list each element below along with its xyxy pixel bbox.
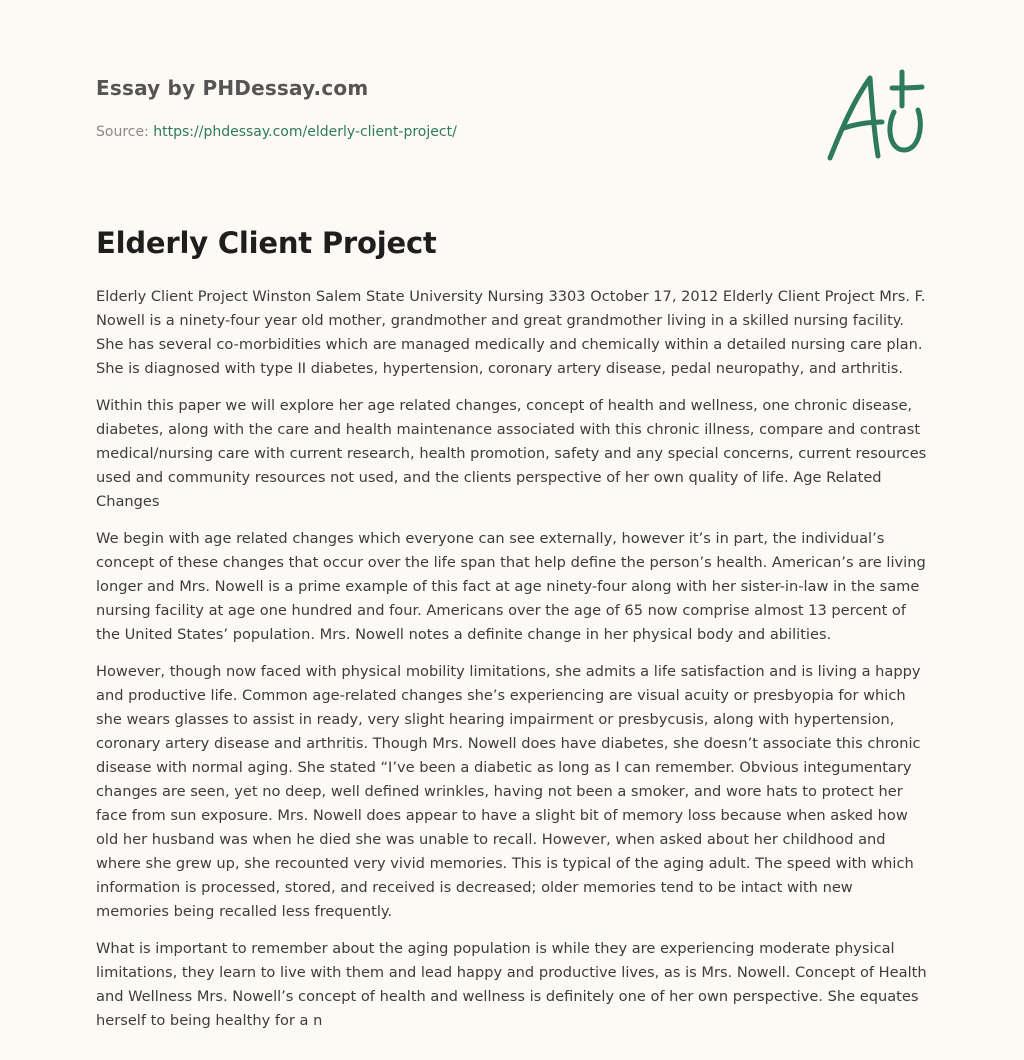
essay-paragraph: Elderly Client Project Winston Salem State University Nursing 3303 October 17, 2012 Elderly Client Project Mrs. F. Nowell is a ninety-four year old mother, grandmother and great grandmother living in a skilled nursing facility. She has several co-morbidities which are managed medically and chemically within a detailed nursing care plan. She is diagnosed with type II diabetes, hypertension, coronary artery disease, pedal neuropathy, and arthritis. [96,288,926,377]
essay-paragraph: Within this paper we will explore her age related changes, concept of health and wellness, one chronic disease, diabetes, along with the care and health maintenance associated with this chronic illness, compare and contrast medical/nursing care with current research, health promotion, safety and any special concerns, current resources used and community resources not used, and the clients perspective of her own quality of life. Age Related Changes [96,397,927,510]
source-line [96,124,457,140]
site-title: Essay by PHDessay.com [96,76,369,100]
a-plus-logo-icon [820,66,930,166]
essay-paragraph: What is important to remember about the aging population is while they are experiencing moderate physical limitations, they learn to live with them and lead happy and productive lives, as is Mrs. Nowell. Concept of Health and Wellness Mrs. Nowell’s concept of health and wellness is definitely one of her own perspective. She equates herself to being healthy for a n [96,940,927,1029]
essay-paragraph: We begin with age related changes which everyone can see externally, however it’s in part, the individual’s concept of these changes that occur over the life span that help define the person’s health. American’s are living longer and Mrs. Nowell is a prime example of this fact at age ninety-four along with her sister-in-law in the same nursing facility at age one hundred and four. Americans over the age of 65 now comprise almost 13 percent of the United States’ population. Mrs. Nowell notes a definite change in her physical body and abilities. [96,530,926,643]
essay-paragraph: However, though now faced with physical mobility limitations, she admits a life satisfaction and is living a happy and productive life. Common age-related changes she’s experiencing are visual acuity or presbyopia for which she wears glasses to assist in ready, very slight hearing impairment or presbycusis, along with hypertension, coronary artery disease and arthritis. Though Mrs. Nowell does have diabetes, she doesn’t associate this chronic disease with normal aging. She stated “I’ve been a diabetic as long as I can remember. Obvious integumentary changes are seen, yet no deep, well defined wrinkles, having not been a smoker, and wore hats to protect her face from sun exposure. Mrs. Nowell does appear to have a slight bit of memory loss because when asked how old her husband was when he died she was unable to recall. However, when asked about her childhood and where she grew up, she recounted very vivid memories. This is typical of the aging adult. The speed with which information is processed, stored, and received is decreased; older memories tend to be intact with new memories being recalled less frequently. [96,663,921,920]
document-title: Elderly Client Project [96,226,437,260]
source-label: Source: [96,124,149,140]
essay-body [96,285,930,1046]
source-link[interactable]: https://phdessay.com/elderly-client-project/ [153,124,457,140]
